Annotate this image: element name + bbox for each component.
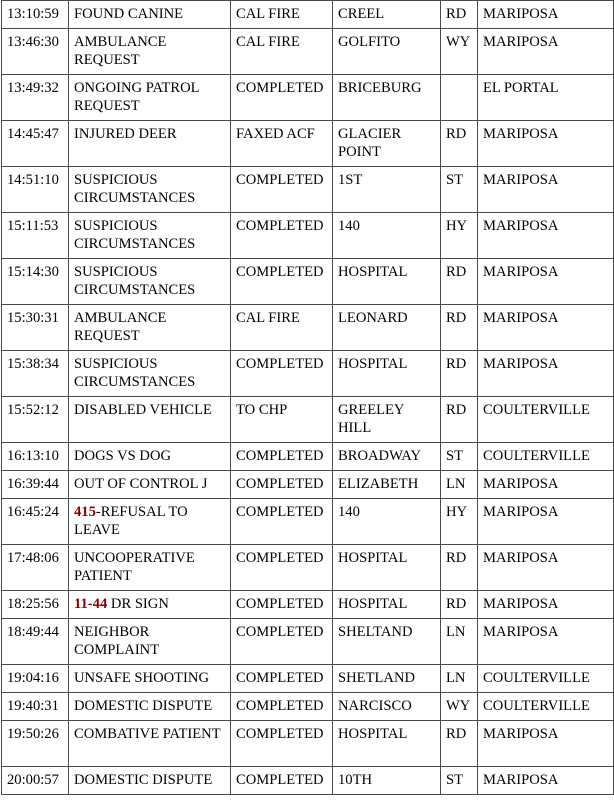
- call-log-body: [2, 1, 614, 795]
- table-row: [2, 75, 614, 121]
- cell-disposition: COMPLETED: [231, 591, 333, 619]
- call-log-table: [1, 0, 614, 795]
- cell-disposition: COMPLETED: [231, 665, 333, 693]
- cell-street-suffix: RD: [441, 397, 478, 443]
- cell-disposition: TO CHP: [231, 397, 333, 443]
- table-row: [2, 167, 614, 213]
- cell-street-suffix: RD: [441, 351, 478, 397]
- cell-call-type: FOUND CANINE: [69, 1, 231, 29]
- cell-call-type: COMBATIVE PATIENT: [69, 721, 231, 767]
- cell-city: MARIPOSA: [478, 767, 614, 795]
- incident-code: 11-44: [74, 596, 108, 612]
- table-row: [2, 29, 614, 75]
- cell-disposition: COMPLETED: [231, 259, 333, 305]
- cell-city: MARIPOSA: [478, 591, 614, 619]
- cell-disposition: COMPLETED: [231, 75, 333, 121]
- cell-street: SHETLAND: [333, 665, 441, 693]
- cell-street: GREELEY HILL: [333, 397, 441, 443]
- cell-street: GLACIER POINT: [333, 121, 441, 167]
- cell-disposition: COMPLETED: [231, 471, 333, 499]
- cell-street-suffix: HY: [441, 499, 478, 545]
- cell-street: GOLFITO: [333, 29, 441, 75]
- cell-street-suffix: LN: [441, 665, 478, 693]
- cell-street-suffix: RD: [441, 1, 478, 29]
- cell-time: 19:40:31: [2, 693, 69, 721]
- table-row: [2, 693, 614, 721]
- cell-call-type: SUSPICIOUS CIRCUMSTANCES: [69, 351, 231, 397]
- cell-street-suffix: RD: [441, 721, 478, 767]
- cell-disposition: COMPLETED: [231, 167, 333, 213]
- cell-time: 16:45:24: [2, 499, 69, 545]
- cell-time: 19:04:16: [2, 665, 69, 693]
- cell-time: 18:49:44: [2, 619, 69, 665]
- cell-street: 140: [333, 499, 441, 545]
- cell-street: HOSPITAL: [333, 721, 441, 767]
- cell-call-type: NEIGHBOR COMPLAINT: [69, 619, 231, 665]
- table-row: [2, 665, 614, 693]
- cell-street: HOSPITAL: [333, 351, 441, 397]
- cell-city: MARIPOSA: [478, 721, 614, 767]
- cell-disposition: COMPLETED: [231, 693, 333, 721]
- table-row: [2, 721, 614, 767]
- cell-call-type: [69, 499, 231, 545]
- cell-call-type: [69, 591, 231, 619]
- cell-time: 15:52:12: [2, 397, 69, 443]
- cell-street: BROADWAY: [333, 443, 441, 471]
- cell-call-type: UNSAFE SHOOTING: [69, 665, 231, 693]
- cell-time: 14:45:47: [2, 121, 69, 167]
- cell-street: 1ST: [333, 167, 441, 213]
- cell-street-suffix: LN: [441, 471, 478, 499]
- cell-call-type: OUT OF CONTROL J: [69, 471, 231, 499]
- cell-street: BRICEBURG: [333, 75, 441, 121]
- cell-call-type: SUSPICIOUS CIRCUMSTANCES: [69, 213, 231, 259]
- cell-street-suffix: RD: [441, 545, 478, 591]
- table-row: [2, 397, 614, 443]
- cell-disposition: COMPLETED: [231, 351, 333, 397]
- table-row: [2, 1, 614, 29]
- cell-street: CREEL: [333, 1, 441, 29]
- cell-disposition: COMPLETED: [231, 619, 333, 665]
- cell-call-type: DOMESTIC DISPUTE: [69, 767, 231, 795]
- cell-street: 10TH: [333, 767, 441, 795]
- cell-disposition: COMPLETED: [231, 443, 333, 471]
- cell-city: MARIPOSA: [478, 499, 614, 545]
- cell-street: HOSPITAL: [333, 591, 441, 619]
- cell-time: 15:14:30: [2, 259, 69, 305]
- cell-time: 16:13:10: [2, 443, 69, 471]
- cell-street: ELIZABETH: [333, 471, 441, 499]
- cell-city: MARIPOSA: [478, 545, 614, 591]
- cell-street-suffix: RD: [441, 591, 478, 619]
- cell-time: 19:50:26: [2, 721, 69, 767]
- cell-city: MARIPOSA: [478, 29, 614, 75]
- cell-time: 20:00:57: [2, 767, 69, 795]
- cell-street: LEONARD: [333, 305, 441, 351]
- cell-call-type: DOGS VS DOG: [69, 443, 231, 471]
- cell-time: 15:38:34: [2, 351, 69, 397]
- cell-disposition: COMPLETED: [231, 499, 333, 545]
- table-row: [2, 545, 614, 591]
- cell-time: 18:25:56: [2, 591, 69, 619]
- table-row: [2, 591, 614, 619]
- cell-street: HOSPITAL: [333, 259, 441, 305]
- cell-call-type: SUSPICIOUS CIRCUMSTANCES: [69, 167, 231, 213]
- table-row: [2, 259, 614, 305]
- cell-call-type: INJURED DEER: [69, 121, 231, 167]
- cell-city: MARIPOSA: [478, 619, 614, 665]
- cell-city: MARIPOSA: [478, 213, 614, 259]
- cell-city: EL PORTAL: [478, 75, 614, 121]
- table-row: [2, 351, 614, 397]
- cell-street: NARCISCO: [333, 693, 441, 721]
- table-row: [2, 121, 614, 167]
- cell-city: MARIPOSA: [478, 471, 614, 499]
- cell-time: 14:51:10: [2, 167, 69, 213]
- cell-street-suffix: WY: [441, 29, 478, 75]
- cell-street-suffix: RD: [441, 305, 478, 351]
- cell-disposition: COMPLETED: [231, 767, 333, 795]
- cell-city: MARIPOSA: [478, 1, 614, 29]
- table-row: [2, 499, 614, 545]
- table-row: [2, 443, 614, 471]
- cell-time: 15:11:53: [2, 213, 69, 259]
- cell-call-type: DOMESTIC DISPUTE: [69, 693, 231, 721]
- cell-disposition: FAXED ACF: [231, 121, 333, 167]
- cell-time: 17:48:06: [2, 545, 69, 591]
- cell-city: COULTERVILLE: [478, 665, 614, 693]
- incident-code: 415: [74, 504, 96, 520]
- cell-city: MARIPOSA: [478, 305, 614, 351]
- cell-call-type: DISABLED VEHICLE: [69, 397, 231, 443]
- call-type-text: -REFUSAL TO LEAVE: [74, 504, 188, 538]
- cell-call-type: AMBULANCE REQUEST: [69, 29, 231, 75]
- cell-city: COULTERVILLE: [478, 397, 614, 443]
- cell-city: COULTERVILLE: [478, 693, 614, 721]
- cell-street-suffix: HY: [441, 213, 478, 259]
- cell-street-suffix: WY: [441, 693, 478, 721]
- cell-call-type: UNCOOPERATIVE PATIENT: [69, 545, 231, 591]
- cell-street-suffix: ST: [441, 167, 478, 213]
- cell-city: MARIPOSA: [478, 259, 614, 305]
- cell-city: MARIPOSA: [478, 351, 614, 397]
- cell-disposition: COMPLETED: [231, 721, 333, 767]
- cell-street-suffix: LN: [441, 619, 478, 665]
- table-row: [2, 767, 614, 795]
- cell-time: 13:46:30: [2, 29, 69, 75]
- cell-time: 16:39:44: [2, 471, 69, 499]
- cell-street-suffix: [441, 75, 478, 121]
- cell-disposition: CAL FIRE: [231, 1, 333, 29]
- cell-time: 15:30:31: [2, 305, 69, 351]
- cell-call-type: SUSPICIOUS CIRCUMSTANCES: [69, 259, 231, 305]
- table-row: [2, 471, 614, 499]
- cell-street: HOSPITAL: [333, 545, 441, 591]
- cell-street-suffix: RD: [441, 259, 478, 305]
- cell-time: 13:49:32: [2, 75, 69, 121]
- cell-call-type: AMBULANCE REQUEST: [69, 305, 231, 351]
- cell-city: COULTERVILLE: [478, 443, 614, 471]
- call-type-text: DR SIGN: [107, 596, 169, 612]
- cell-disposition: CAL FIRE: [231, 305, 333, 351]
- table-row: [2, 305, 614, 351]
- cell-city: MARIPOSA: [478, 121, 614, 167]
- cell-disposition: COMPLETED: [231, 213, 333, 259]
- cell-disposition: COMPLETED: [231, 545, 333, 591]
- table-row: [2, 619, 614, 665]
- cell-time: 13:10:59: [2, 1, 69, 29]
- cell-street-suffix: RD: [441, 121, 478, 167]
- cell-street: 140: [333, 213, 441, 259]
- cell-street: SHELTAND: [333, 619, 441, 665]
- table-row: [2, 213, 614, 259]
- cell-city: MARIPOSA: [478, 167, 614, 213]
- cell-call-type: ONGOING PATROL REQUEST: [69, 75, 231, 121]
- cell-street-suffix: ST: [441, 443, 478, 471]
- cell-disposition: CAL FIRE: [231, 29, 333, 75]
- cell-street-suffix: ST: [441, 767, 478, 795]
